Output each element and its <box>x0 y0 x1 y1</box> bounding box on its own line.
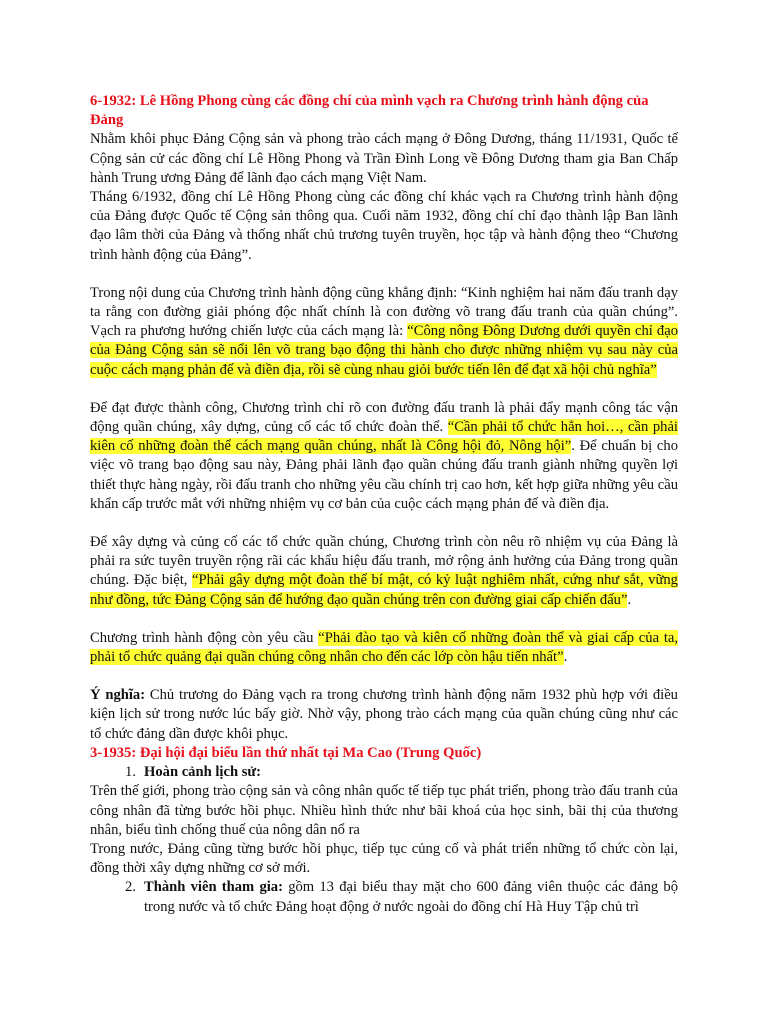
paragraph-mass-mobilization <box>90 399 678 514</box>
item-number: 2. <box>125 879 136 896</box>
text: Để xây dựng và củng cố các tổ chức quần chúng, Chương trình còn nêu rõ nhiệm vụ của Đảng là phải ra sức tuyên truyền rộng rãi các khẩu hiệu đấu tranh, mở rộng ảnh hưởng của Đảng trong quần chúng. Đặc biệt, <box>90 534 678 589</box>
paragraph-background: Nhằm khôi phục Đảng Cộng sản và phong trào cách mạng ở Đông Dương, tháng 11/1931, Quốc tế Cộng sản cử các đồng chí Lê Hồng Phong và Trần Đình Long về Đông Dương tham gia Ban Chấp hành Trung ương Đảng để lãnh đạo cách mạng Việt Nam. <box>90 131 678 186</box>
section-title-1935: 3-1935: Đại hội đại biểu lần thứ nhất tại Ma Cao (Trung Quốc) <box>90 744 482 761</box>
highlighted-quote: “Công nông Đông Dương dưới quyền chỉ đạo của Đảng Cộng sản sẽ nổi lên võ trang bạo động thi hành cho được những nhiệm vụ sau này của cuộc cách mạng phản đế và điền địa, rồi sẽ cùng nhau giỏi bước tiến lên để đạt xã hội chủ nghĩa” <box>90 323 678 378</box>
meaning-label: Ý nghĩa: <box>90 687 146 704</box>
text: gồm 13 đại biểu thay mặt cho 600 đảng viên thuộc các đảng bộ trong nước và tổ chức Đảng hoạt động ở nước ngoài do đồng chí Hà Huy Tập chủ trì <box>144 879 678 915</box>
spacer <box>90 667 678 686</box>
spacer <box>90 610 678 629</box>
paragraph-program-adopted: Tháng 6/1932, đồng chí Lê Hồng Phong cùng các đồng chí khác vạch ra Chương trình hành động của Đảng được Quốc tế Cộng sản thông qua. Cuối năm 1932, đồng chí chỉ đạo thành lập Ban lãnh đạo lâm thời của Đảng và thống nhất chủ trương tuyên truyền, học tập và hành động theo “Chương trình hành động của Đảng”. <box>90 189 678 263</box>
text: Chương trình hành động còn yêu cầu <box>90 629 319 646</box>
paragraph-domestic: Trong nước, Đảng cũng từng bước hồi phục, tiếp tục củng cố và phát triển những tổ chức còn lại, đồng thời xây dựng những cơ sở mới. <box>90 840 678 877</box>
paragraph-organizations <box>90 533 678 610</box>
item-number: 1. <box>125 764 136 781</box>
item-content <box>144 763 678 782</box>
paragraph-meaning <box>90 686 678 744</box>
text: Chủ trương do Đảng vạch ra trong chương trình hành động năm 1932 phù hợp với điều kiện lịch sử trong nước lúc bấy giờ. Nhờ vậy, phong trào cách mạng của quần chúng cũng như các tổ chức đảng dần được khôi phục. <box>90 687 678 742</box>
text: Trong nội dung của Chương trình hành động cũng khẳng định: “Kinh nghiệm hai năm đấu tranh dạy ta rằng con đường giải phóng độc nhất chính là con đường võ trang đấu tranh của quần chúng”. Vạch ra phương hướng chiến lược của cách mạng là: <box>90 284 678 340</box>
paragraph-training <box>90 629 678 667</box>
text: . <box>627 591 632 608</box>
text: . <box>563 649 568 666</box>
spacer <box>90 265 678 284</box>
numbered-item-2 <box>90 878 678 916</box>
spacer <box>90 514 678 533</box>
numbered-item-1 <box>90 763 678 782</box>
highlighted-quote: “Phải đào tạo và kiên cố những đoàn thể và giai cấp của ta, phải tổ chức quảng đại quần chúng công nhân cho đến các lớp còn hậu tiến nhất” <box>90 629 679 666</box>
text: . Để chuẩn bị cho việc võ trang bạo động sau này, Đảng phải lãnh đạo quần chúng đấu tranh giành những quyền lợi thiết thực hàng ngày, rồi đấu tranh cho những yêu cầu chính trị cao hơn, kết hợp giữa những yêu cầu khẩn cấp trước mắt với những nhiệm vụ cơ bản của cuộc cách mạng phản đế và điền địa. <box>90 438 678 512</box>
spacer <box>90 380 678 399</box>
paragraph-strategy <box>90 284 678 380</box>
document-page <box>90 92 678 917</box>
highlighted-quote: “Phải gây dựng một đoàn thể bí mật, có kỷ luật nghiêm nhất, cứng như sắt, vững như đồng, tức Đảng Cộng sản để hướng đạo quần chúng trên con đường giai cấp chiến đấu” <box>90 572 678 608</box>
text: Để đạt được thành công, Chương trình chỉ rõ con đường đấu tranh là phải đẩy mạnh công tác vận động quần chúng, xây dựng, củng cố các tổ chức đoàn thể. <box>90 399 678 436</box>
item-content <box>144 878 678 916</box>
item-label: Hoàn cảnh lịch sử: <box>144 764 262 781</box>
paragraph-world: Trên thế giới, phong trào cộng sản và công nhân quốc tế tiếp tục phát triển, phong trào đấu tranh của công nhân đã từng bước hồi phục. Nhiều hình thức như bãi khoá của học sinh, bãi thị của thương nhân, biểu tình chống thuế của nông dân nổ ra <box>90 783 678 838</box>
item-label: Thành viên tham gia: <box>144 879 283 896</box>
section-title-1932: 6-1932: Lê Hồng Phong cùng các đồng chí của mình vạch ra Chương trình hành động của Đảng <box>90 93 649 129</box>
highlighted-quote: “Cần phải tổ chức hẳn hoi…, cần phải kiên cố những đoàn thể cách mạng quần chúng, nhất là Công hội đỏ, Nông hội” <box>90 419 678 455</box>
